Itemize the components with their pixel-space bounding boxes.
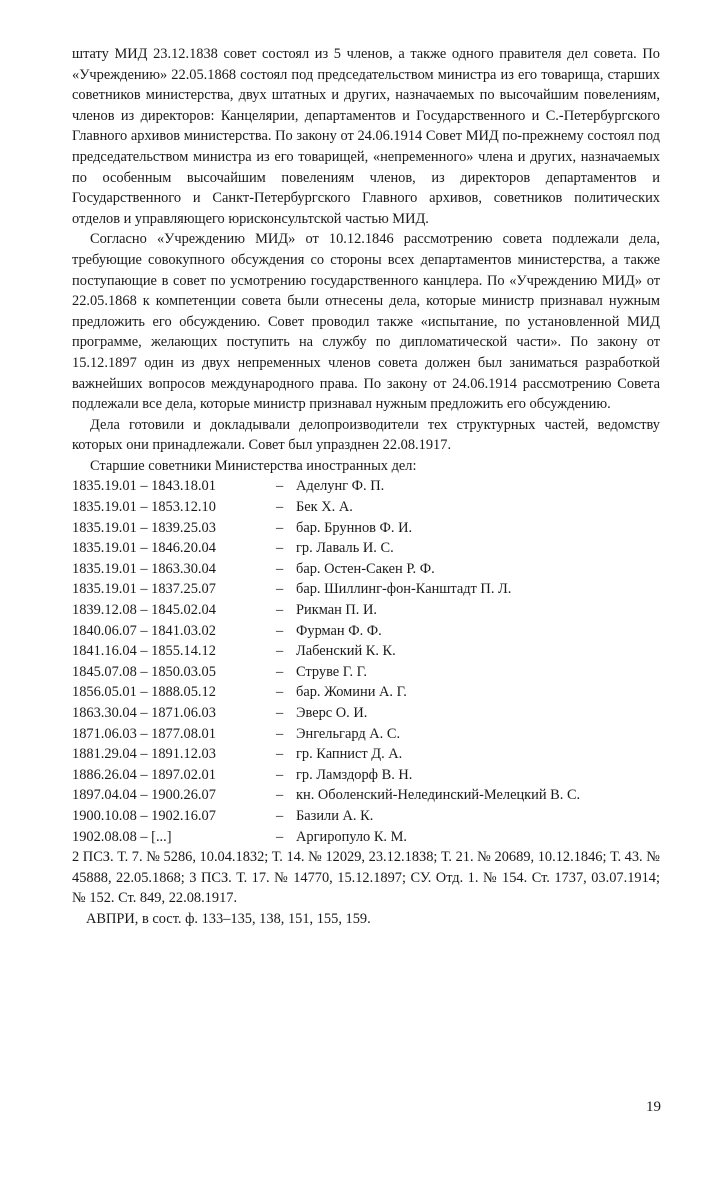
officer-entry bbox=[72, 827, 660, 848]
officer-name: Рикман П. И. bbox=[296, 602, 377, 619]
officer-entry bbox=[72, 621, 660, 642]
officer-dash: – bbox=[276, 540, 284, 557]
officer-name: Фурман Ф. Ф. bbox=[296, 622, 382, 639]
officer-name: Базили А. К. bbox=[296, 807, 374, 824]
officer-entry bbox=[72, 600, 660, 621]
officer-entry bbox=[72, 785, 660, 806]
officer-dash: – bbox=[276, 725, 284, 742]
officer-entry bbox=[72, 476, 660, 497]
officer-entry bbox=[72, 744, 660, 765]
officer-entry bbox=[72, 518, 660, 539]
officer-dash: – bbox=[276, 499, 284, 516]
officer-name: Струве Г. Г. bbox=[296, 663, 367, 680]
officer-dash: – bbox=[276, 560, 284, 577]
paragraph-council-competence: Согласно «Учреждению МИД» от 10.12.1846 рассмотрению совета подлежали дела, требующие совокупного обсуждения со стороны всех департаментов министерства, а также поступающие в совет по усмотрению государственного канцлера. По «Учреждению МИД» от 22.05.1868 к компетенции совета были отнесены дела, которые министр признавал нужным предложить его обсуждению. Совет проводил также «испытание, по установленной МИД программе, желающих поступить на службу по дипломатической части». По закону от 15.12.1897 один из двух непременных членов совета должен был заниматься разработкой важнейших вопросов международного права. По закону от 24.06.1914 рассмотрению Совета подлежали все дела, которые министр признавал нужным предложить его обсуждению. bbox=[72, 231, 660, 413]
officer-name: Лабенский К. К. bbox=[296, 643, 396, 660]
officer-entry bbox=[72, 682, 660, 703]
officer-name: бар. Бруннов Ф. И. bbox=[296, 519, 413, 536]
officer-name: бар. Остен-Сакен Р. Ф. bbox=[296, 560, 435, 577]
officer-entry bbox=[72, 765, 660, 786]
officer-name: гр. Капнист Д. А. bbox=[296, 746, 403, 763]
officer-period: 1845.07.08 – 1850.03.05 bbox=[72, 663, 216, 680]
officer-name: Аделунг Ф. П. bbox=[296, 478, 385, 495]
officer-name: Эверс О. И. bbox=[296, 705, 368, 721]
officer-entry bbox=[72, 806, 660, 827]
officer-dash: – bbox=[276, 519, 284, 536]
officer-name: бар. Жомини А. Г. bbox=[296, 684, 407, 701]
officer-period: 1835.19.01 – 1839.25.03 bbox=[72, 519, 216, 536]
officer-period: 1835.19.01 – 1863.30.04 bbox=[72, 560, 216, 577]
officer-name: гр. Лаваль И. С. bbox=[296, 540, 394, 557]
officers-heading: Старшие советники Министерства иностранных дел: bbox=[90, 457, 417, 474]
officer-period: 1902.08.08 – [...] bbox=[72, 828, 172, 845]
officer-name: кн. Оболенский-Нелединский-Мелецкий В. С. bbox=[296, 787, 581, 804]
archive-reference: АВПРИ, в сост. ф. 133–135, 138, 151, 155, 159. bbox=[86, 910, 371, 927]
officer-entry bbox=[72, 724, 660, 745]
officer-period: 1886.26.04 – 1897.02.01 bbox=[72, 766, 216, 783]
officer-period: 1835.19.01 – 1853.12.10 bbox=[72, 499, 216, 516]
officer-period: 1841.16.04 – 1855.14.12 bbox=[72, 643, 216, 660]
officer-period: 1835.19.01 – 1846.20.04 bbox=[72, 540, 216, 557]
officer-entry bbox=[72, 559, 660, 580]
officers-list bbox=[72, 476, 660, 847]
officer-period: 1900.10.08 – 1902.16.07 bbox=[72, 807, 216, 824]
officer-dash: – bbox=[276, 705, 284, 721]
officer-entry bbox=[72, 641, 660, 662]
officer-dash: – bbox=[276, 643, 284, 660]
sources-footnote: 2 ПСЗ. Т. 7. № 5286, 10.04.1832; Т. 14. № 12029, 23.12.1838; Т. 21. № 20689, 10.12.1846; Т. 43. № 45888, 22.05.1868; 3 ПСЗ. Т. 17. № 14770, 15.12.1897; СУ. Отд. 1. № 154. Ст. 1737, 03.07.1914; № 152. Ст. 849, 22.08.1917. bbox=[72, 849, 660, 907]
paragraph-council-abolished: Дела готовили и докладывали делопроизводители тех структурных частей, ведомству которых они принадлежали. Совет был упразднен 22.08.1917. bbox=[72, 416, 660, 454]
officer-period: 1839.12.08 – 1845.02.04 bbox=[72, 602, 216, 619]
officer-entry bbox=[72, 579, 660, 600]
officer-name: Аргиропуло К. М. bbox=[296, 828, 408, 845]
officer-period: 1835.19.01 – 1843.18.01 bbox=[72, 478, 216, 495]
officer-period: 1897.04.04 – 1900.26.07 bbox=[72, 787, 216, 804]
officer-entry bbox=[72, 662, 660, 683]
officer-period: 1863.30.04 – 1871.06.03 bbox=[72, 705, 216, 721]
officer-name: Бек Х. А. bbox=[296, 499, 353, 516]
officer-entry bbox=[72, 703, 660, 724]
officer-dash: – bbox=[276, 622, 284, 639]
officer-dash: – bbox=[276, 684, 284, 701]
officer-dash: – bbox=[276, 807, 284, 824]
officer-dash: – bbox=[276, 828, 284, 845]
body-text bbox=[72, 44, 660, 930]
officer-entry bbox=[72, 497, 660, 518]
officer-entry bbox=[72, 538, 660, 559]
officer-dash: – bbox=[276, 787, 284, 804]
officer-period: 1856.05.01 – 1888.05.12 bbox=[72, 684, 216, 701]
officer-dash: – bbox=[276, 663, 284, 680]
page-number: 19 bbox=[646, 1099, 661, 1115]
officer-dash: – bbox=[276, 478, 284, 495]
officer-name: бар. Шиллинг-фон-Канштадт П. Л. bbox=[296, 581, 512, 598]
officer-period: 1871.06.03 – 1877.08.01 bbox=[72, 725, 216, 742]
officer-period: 1835.19.01 – 1837.25.07 bbox=[72, 581, 216, 598]
officer-dash: – bbox=[276, 746, 284, 763]
officer-dash: – bbox=[276, 581, 284, 598]
officer-name: гр. Ламздорф В. Н. bbox=[296, 766, 413, 783]
paragraph-council-composition: штату МИД 23.12.1838 совет состоял из 5 членов, а также одного правителя дел совета. По «Учреждению» 22.05.1868 состоял под председательством министра из его товарища, старших советников министерства, двух штатных и других, назначаемых по высочайшим повелениям, членов из директоров: Канцелярии, департаментов и Государственного и С.-Петербургского Главного архивов министерства. По закону от 24.06.1914 Совет МИД по-прежнему состоял под председательством министра из его товарищей, «непременного» члена и других, назначаемых по особенным высочайшим повелениям членов, из директоров департаментов и Государственного и Санкт-Петербургского Главного архивов, советников политических отделов и управляющего юрисконсультской частью МИД. bbox=[72, 46, 660, 227]
officer-dash: – bbox=[276, 766, 284, 783]
officer-name: Энгельгард А. С. bbox=[296, 725, 401, 742]
officer-period: 1840.06.07 – 1841.03.02 bbox=[72, 622, 216, 639]
officer-dash: – bbox=[276, 602, 284, 619]
officer-period: 1881.29.04 – 1891.12.03 bbox=[72, 746, 216, 763]
